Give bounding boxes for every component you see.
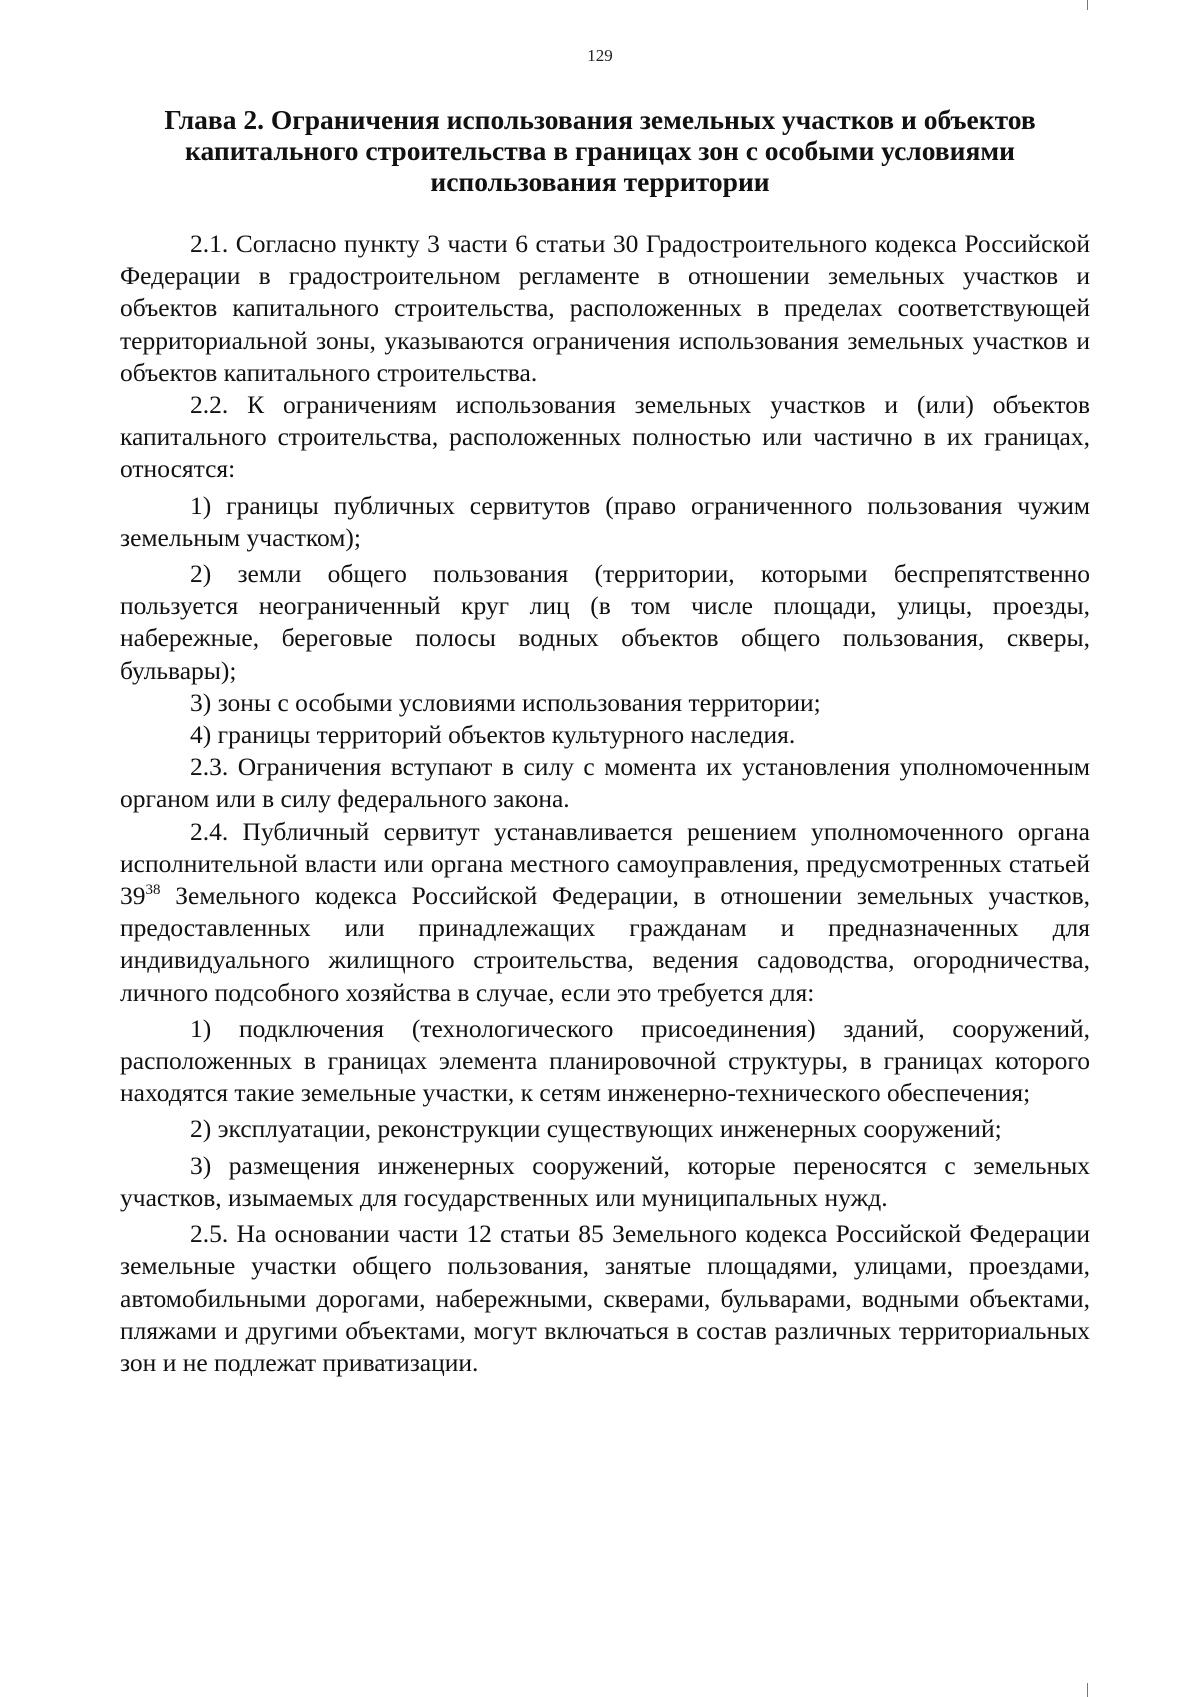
list-item-2-2-3: 3) зоны с особыми условиями использования территории; [190, 687, 821, 717]
page-number: 129 [587, 46, 613, 65]
list-item-2-4-3: 3) размещения инженерных сооружений, которые переносятся с земельных участков, изымаемых для государственных или муниципальных нужд. [120, 1150, 1090, 1212]
paragraph-2-4-part-a: 2.4. Публичный сервитут устанавливается решением уполномоченного органа исполнительной власти или органа местного самоуправления, предусмотренных статьей 39 [120, 816, 1090, 911]
document-body [120, 228, 1090, 1379]
paragraph-2-2: 2.2. К ограничениям использования земельных участков и (или) объектов капитального строительства, расположенных полностью или частично в их границах, относятся: [120, 390, 1090, 484]
list-item-2-4-1: 1) подключения (технологического присоединения) зданий, сооружений, расположенных в границах элемента планировочной структуры, в границах которого находятся такие земельные участки, к сетям инженерно-технического обеспечения; [120, 1013, 1090, 1108]
list-item-2-2-4: 4) границы территорий объектов культурного наследия. [190, 720, 796, 750]
scan-edge-mark-bottom [1087, 1683, 1088, 1697]
paragraph-2-3: 2.3. Ограничения вступают в силу с момента их установления уполномоченным органом или в силу федерального закона. [120, 752, 1090, 814]
article-superscript: 38 [145, 882, 161, 899]
scan-edge-mark-top [1087, 0, 1088, 10]
paragraph-2-1: 2.1. Согласно пункту 3 части 6 статьи 30 Градостроительного кодекса Российской Федерации в градостроительном регламенте в отношении земельных участков и объектов капитального строительства, расположенных в пределах соответствующей территориальной зоны, указываются ограничения использования земельных участков и объектов капитального строительства. [120, 229, 1090, 387]
list-item-2-4-2: 2) эксплуатации, реконструкции существующих инженерных сооружений; [190, 1114, 1002, 1144]
paragraph-2-4 [120, 816, 1090, 1009]
paragraph-2-5: 2.5. На основании части 12 статьи 85 Земельного кодекса Российской Федерации земельные участки общего пользования, занятые площадями, улицами, проездами, автомобильными дорогами, набережными, скверами, бульварами, водными объектами, пляжами и другими объектами, могут включаться в состав различных территориальных зон и не подлежат приватизации. [120, 1219, 1090, 1377]
list-item-2-2-2: 2) земли общего пользования (территории, которыми беспрепятственно пользуется неограниченный круг лиц (в том числе площади, улицы, проезды, набережные, береговые полосы водных объектов общего пользования, скверы, бульвары); [120, 559, 1090, 685]
chapter-heading: Глава 2. Ограничения использования земельных участков и объектов капитального строительства в границах зон с особыми условиями использования территории [164, 104, 1036, 197]
paragraph-2-4-part-b: Земельного кодекса Российской Федерации, в отношении земельных участков, предоставленных или принадлежащих гражданам и предназначенных для индивидуального жилищного строительства, ведения садоводства, огородничества, личного подсобного хозяйства в случае, если это требуется для: [120, 881, 1090, 1007]
list-item-2-2-1: 1) границы публичных сервитутов (право ограниченного пользования чужим земельным участком); [120, 490, 1090, 552]
